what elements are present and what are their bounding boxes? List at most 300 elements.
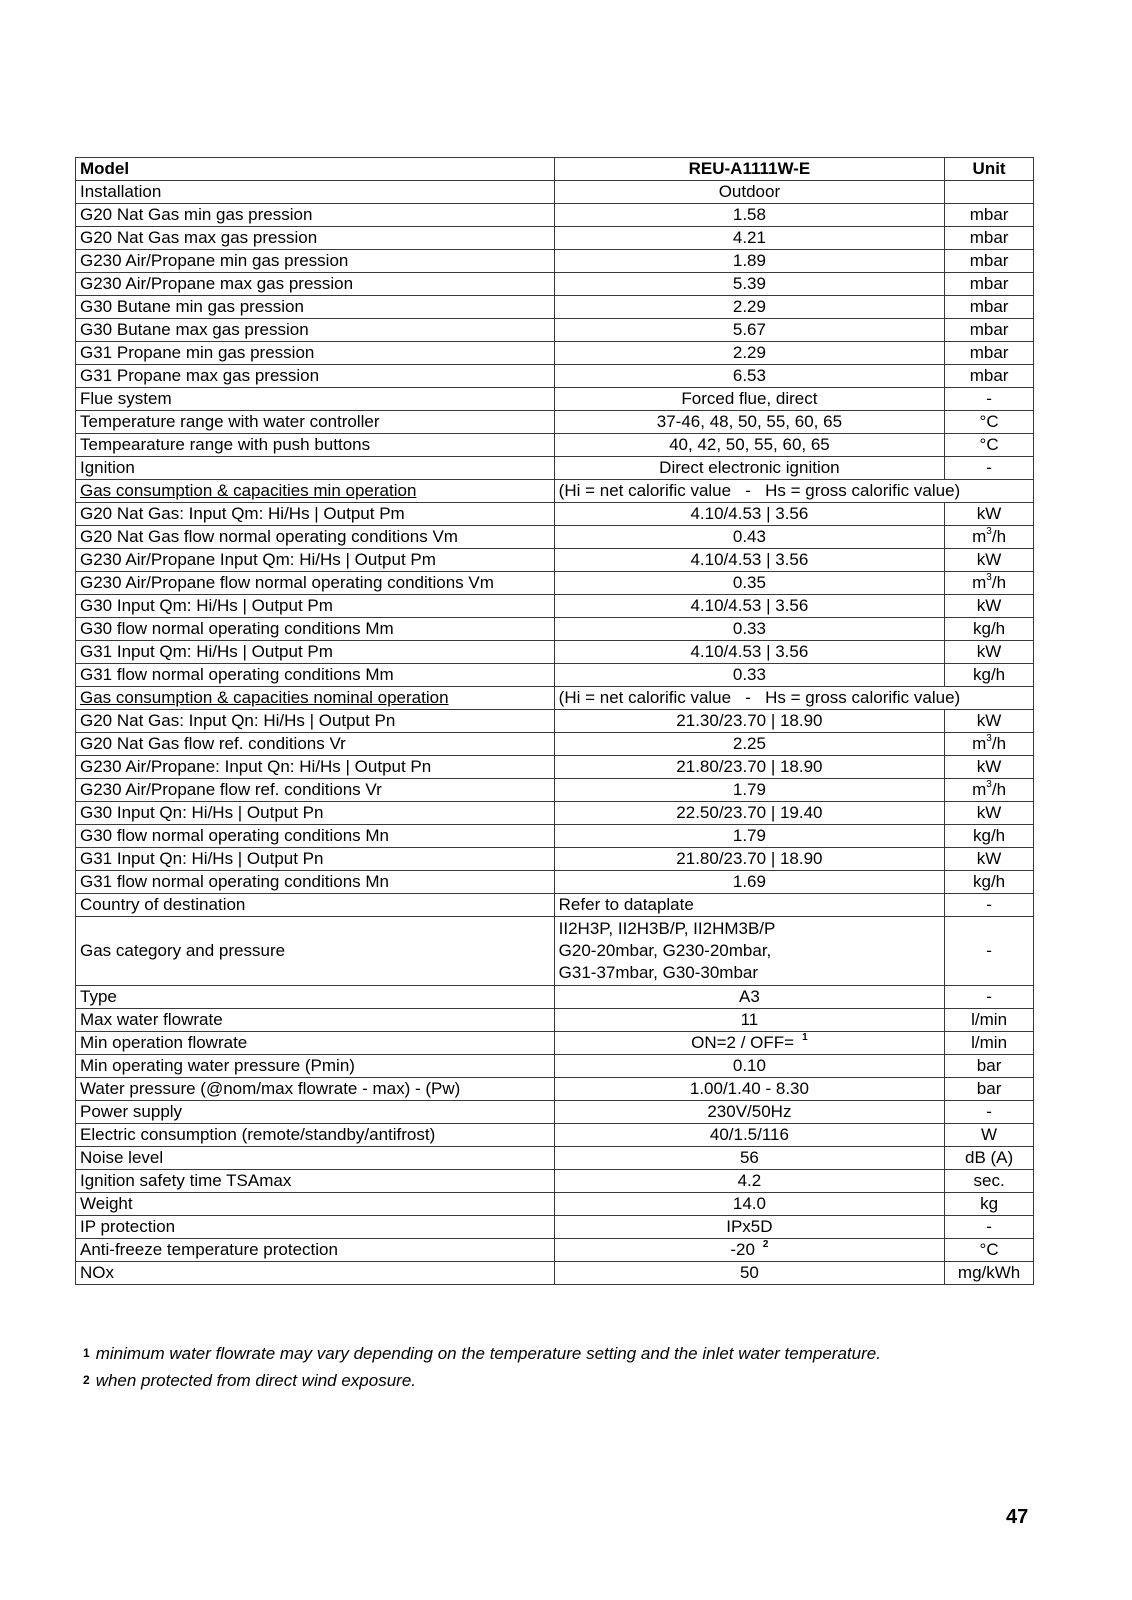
row-value — [554, 457, 945, 480]
table-row — [76, 434, 1034, 457]
table-row — [76, 664, 1034, 687]
row-value-text: Refer to dataplate — [558, 895, 694, 914]
row-value-text: 1.89 — [732, 251, 766, 270]
row-label — [76, 227, 555, 250]
row-label-text: Country of destination — [80, 895, 246, 914]
row-label — [76, 342, 555, 365]
row-value — [554, 894, 945, 917]
row-label — [76, 1009, 555, 1032]
table-row — [76, 710, 1034, 733]
row-value-text: 2.29 — [732, 297, 766, 316]
row-label-text: Flue system — [80, 389, 172, 408]
row-label-text: Installation — [80, 182, 162, 201]
row-label — [76, 1262, 555, 1285]
row-value — [554, 618, 945, 641]
row-label-text: G30 flow normal operating conditions Mn — [80, 826, 389, 845]
row-value — [554, 1009, 945, 1032]
row-value — [554, 572, 945, 595]
table-row — [76, 1101, 1034, 1124]
row-label — [76, 411, 555, 434]
row-value-text: 1.00/1.40 - 8.30 — [689, 1079, 809, 1098]
row-label — [76, 595, 555, 618]
table-row — [76, 1239, 1034, 1262]
table-row — [76, 1055, 1034, 1078]
row-value-text: 21.80/23.70 | 18.90 — [676, 757, 823, 776]
row-unit: bar — [945, 1055, 1034, 1078]
row-label-text: G20 Nat Gas: Input Qm: Hi/Hs | Output Pm — [80, 504, 405, 523]
row-label — [76, 1216, 555, 1239]
row-label — [76, 480, 555, 503]
row-unit: l/min — [945, 1032, 1034, 1055]
row-unit: kW — [945, 549, 1034, 572]
section-row — [76, 480, 1034, 503]
row-value-text: 40/1.5/116 — [709, 1125, 789, 1144]
row-label — [76, 894, 555, 917]
row-label — [76, 618, 555, 641]
row-unit: - — [945, 917, 1034, 986]
row-value-text: 0.43 — [732, 527, 766, 546]
row-unit — [945, 572, 1034, 595]
row-label — [76, 802, 555, 825]
table-row — [76, 411, 1034, 434]
row-label-text: Noise level — [80, 1148, 164, 1167]
row-value — [554, 503, 945, 526]
unit-exponent: 3 — [986, 779, 992, 790]
row-value-text: Direct electronic ignition — [659, 458, 840, 477]
row-label-text: G31 flow normal operating conditions Mm — [80, 665, 394, 684]
table-row — [76, 917, 1034, 986]
row-label — [76, 825, 555, 848]
calorific-note: (Hi = net calorific value - Hs = gross calorific value) — [554, 687, 1033, 710]
row-label-text: G20 Nat Gas min gas pression — [80, 205, 313, 224]
row-value-text: 1.79 — [732, 826, 766, 845]
row-label — [76, 457, 555, 480]
row-value — [554, 917, 945, 986]
row-unit: mbar — [945, 227, 1034, 250]
row-label-text: G31 flow normal operating conditions Mn — [80, 872, 389, 891]
row-unit: - — [945, 457, 1034, 480]
table-row — [76, 641, 1034, 664]
row-label-text: G30 Input Qn: Hi/Hs | Output Pn — [80, 803, 324, 822]
row-value — [554, 1032, 945, 1055]
row-label — [76, 434, 555, 457]
row-label-text: G230 Air/Propane Input Qm: Hi/Hs | Output Pm — [80, 550, 436, 569]
row-unit: °C — [945, 434, 1034, 457]
row-unit: W — [945, 1124, 1034, 1147]
table-row — [76, 181, 1034, 204]
row-label — [76, 687, 555, 710]
row-value — [554, 365, 945, 388]
row-value — [554, 250, 945, 273]
row-value — [554, 1124, 945, 1147]
table-row — [76, 503, 1034, 526]
footnote-1 — [83, 1340, 881, 1367]
row-label — [76, 1239, 555, 1262]
table-row — [76, 549, 1034, 572]
table-row — [76, 871, 1034, 894]
row-unit: - — [945, 894, 1034, 917]
row-value-text: 1.58 — [732, 205, 766, 224]
row-label-text: G230 Air/Propane flow ref. conditions Vr — [80, 780, 382, 799]
row-value-text: 5.39 — [732, 274, 766, 293]
row-label — [76, 296, 555, 319]
table-row — [76, 595, 1034, 618]
page-number: 47 — [1006, 1506, 1029, 1528]
row-value-text: -20 — [730, 1240, 755, 1259]
row-label-text: Power supply — [80, 1102, 183, 1121]
row-value-text: 2.25 — [732, 734, 766, 753]
row-value-line: G31-37mbar, G30-30mbar — [558, 963, 759, 982]
row-unit: - — [945, 1216, 1034, 1239]
row-value — [554, 1101, 945, 1124]
row-value — [554, 1055, 945, 1078]
row-label-text: Gas consumption & capacities min operation — [80, 481, 417, 500]
row-value — [554, 181, 945, 204]
unit-base: m — [972, 780, 987, 799]
row-value — [554, 1216, 945, 1239]
row-label — [76, 1193, 555, 1216]
row-unit: kW — [945, 641, 1034, 664]
row-label-text: Min operating water pressure (Pmin) — [80, 1056, 355, 1075]
unit-suffix: /h — [991, 780, 1007, 799]
row-label-text: IP protection — [80, 1217, 176, 1236]
row-label — [76, 1101, 555, 1124]
row-label — [76, 917, 555, 986]
row-value — [554, 1193, 945, 1216]
table-row — [76, 1262, 1034, 1285]
row-value-text: 21.30/23.70 | 18.90 — [676, 711, 823, 730]
row-value-text: ON=2 / OFF= — [691, 1033, 795, 1052]
row-label — [76, 871, 555, 894]
row-unit: kW — [945, 595, 1034, 618]
row-label — [76, 710, 555, 733]
row-unit: mbar — [945, 319, 1034, 342]
row-unit: kg/h — [945, 825, 1034, 848]
row-label — [76, 779, 555, 802]
row-value-text: Outdoor — [718, 182, 781, 201]
row-value — [554, 1262, 945, 1285]
table-row — [76, 273, 1034, 296]
row-value — [554, 802, 945, 825]
row-value-text: 1.69 — [732, 872, 766, 891]
row-label-text: G31 Input Qm: Hi/Hs | Output Pm — [80, 642, 333, 661]
row-value-text: 4.2 — [737, 1171, 762, 1190]
row-value — [554, 388, 945, 411]
row-unit — [945, 181, 1034, 204]
row-unit — [945, 733, 1034, 756]
row-value-text: 4.10/4.53 | 3.56 — [690, 642, 809, 661]
row-label-text: Water pressure (@nom/max flowrate - max) - (Pw) — [80, 1079, 461, 1098]
table-row — [76, 756, 1034, 779]
row-label-text: Tempearature range with push buttons — [80, 435, 371, 454]
row-label-text: G20 Nat Gas flow ref. conditions Vr — [80, 734, 346, 753]
table-row — [76, 1216, 1034, 1239]
row-label — [76, 848, 555, 871]
row-label — [76, 1147, 555, 1170]
row-value — [554, 710, 945, 733]
row-value-line: G20-20mbar, G230-20mbar, — [558, 941, 772, 960]
row-label-text: NOx — [80, 1263, 114, 1282]
unit-base: m — [972, 527, 987, 546]
row-label-text: G230 Air/Propane: Input Qn: Hi/Hs | Output Pn — [80, 757, 432, 776]
row-unit: kg/h — [945, 618, 1034, 641]
row-label — [76, 273, 555, 296]
row-label-text: G31 Propane min gas pression — [80, 343, 315, 362]
row-value-text: 4.10/4.53 | 3.56 — [690, 596, 809, 615]
footnote-text: minimum water flowrate may vary depending on the temperature setting and the inlet water temperature. — [95, 1344, 881, 1363]
row-label — [76, 572, 555, 595]
row-label-text: Ignition — [80, 458, 135, 477]
table-row — [76, 1078, 1034, 1101]
unit-exponent: 3 — [986, 572, 992, 583]
row-value — [554, 434, 945, 457]
table-row — [76, 618, 1034, 641]
row-value-text: 14.0 — [732, 1194, 766, 1213]
table-header-row — [76, 158, 1034, 181]
calorific-note: (Hi = net calorific value - Hs = gross calorific value) — [554, 480, 1033, 503]
row-label-text: G31 Input Qn: Hi/Hs | Output Pn — [80, 849, 324, 868]
row-label-text: Weight — [80, 1194, 133, 1213]
row-value-text: 2.29 — [732, 343, 766, 362]
specifications-table — [75, 157, 1034, 1285]
row-value — [554, 1078, 945, 1101]
row-label — [76, 1055, 555, 1078]
row-value-text: 22.50/23.70 | 19.40 — [676, 803, 823, 822]
header-unit-label: Unit — [945, 158, 1034, 181]
footnote-mark: 2 — [83, 1373, 90, 1387]
row-label — [76, 388, 555, 411]
row-value — [554, 1170, 945, 1193]
row-unit: mbar — [945, 204, 1034, 227]
row-unit: mg/kWh — [945, 1262, 1034, 1285]
unit-base: m — [972, 573, 987, 592]
row-label-text: Electric consumption (remote/standby/antifrost) — [80, 1125, 436, 1144]
unit-base: m — [972, 734, 987, 753]
row-label — [76, 641, 555, 664]
table-row — [76, 342, 1034, 365]
row-unit: mbar — [945, 273, 1034, 296]
unit-suffix: /h — [991, 527, 1007, 546]
row-value — [554, 733, 945, 756]
row-value — [554, 342, 945, 365]
row-value-text: 50 — [739, 1263, 759, 1282]
row-value-text: 230V/50Hz — [707, 1102, 792, 1121]
row-unit: sec. — [945, 1170, 1034, 1193]
row-unit: dB (A) — [945, 1147, 1034, 1170]
row-value — [554, 549, 945, 572]
row-label-text: G31 Propane max gas pression — [80, 366, 320, 385]
row-value-text: IPx5D — [726, 1217, 773, 1236]
row-unit: - — [945, 986, 1034, 1009]
row-unit — [945, 526, 1034, 549]
footnote-text: when protected from direct wind exposure. — [95, 1371, 417, 1390]
row-label — [76, 1078, 555, 1101]
table-row — [76, 572, 1034, 595]
row-unit: mbar — [945, 296, 1034, 319]
row-label — [76, 986, 555, 1009]
row-value-text: 21.80/23.70 | 18.90 — [676, 849, 823, 868]
section-row — [76, 687, 1034, 710]
table-row — [76, 388, 1034, 411]
row-label — [76, 319, 555, 342]
row-unit: - — [945, 1101, 1034, 1124]
row-value — [554, 986, 945, 1009]
row-label-text: G230 Air/Propane max gas pression — [80, 274, 354, 293]
row-value — [554, 319, 945, 342]
row-value-text: Forced flue, direct — [681, 389, 818, 408]
table-row — [76, 296, 1034, 319]
unit-exponent: 3 — [986, 526, 992, 537]
row-unit: kW — [945, 503, 1034, 526]
table-row — [76, 802, 1034, 825]
row-unit: kW — [945, 802, 1034, 825]
table-row — [76, 319, 1034, 342]
row-unit: kg — [945, 1193, 1034, 1216]
row-value-text: 0.10 — [732, 1056, 766, 1075]
row-label-text: G30 Butane max gas pression — [80, 320, 309, 339]
row-unit: l/min — [945, 1009, 1034, 1032]
header-model-value: REU-A1111W-E — [554, 158, 945, 181]
table-row — [76, 825, 1034, 848]
row-value — [554, 595, 945, 618]
row-label-text: Gas category and pressure — [80, 941, 286, 960]
row-unit: mbar — [945, 342, 1034, 365]
row-value — [554, 296, 945, 319]
row-label-text: Ignition safety time TSAmax — [80, 1171, 292, 1190]
row-value-text: 1.79 — [732, 780, 766, 799]
row-label-text: G20 Nat Gas flow normal operating conditions Vm — [80, 527, 458, 546]
row-unit: °C — [945, 1239, 1034, 1262]
table-row — [76, 227, 1034, 250]
unit-suffix: /h — [991, 573, 1007, 592]
row-label-text: Gas consumption & capacities nominal operation — [80, 688, 449, 707]
header-model-label: Model — [76, 158, 555, 181]
row-value — [554, 664, 945, 687]
row-value — [554, 871, 945, 894]
row-unit: kW — [945, 710, 1034, 733]
row-value — [554, 756, 945, 779]
row-value — [554, 641, 945, 664]
row-value — [554, 526, 945, 549]
row-label — [76, 1032, 555, 1055]
table-row — [76, 1124, 1034, 1147]
row-value — [554, 204, 945, 227]
footnote-mark: 1 — [83, 1346, 90, 1360]
row-value-text: 4.10/4.53 | 3.56 — [690, 550, 809, 569]
row-unit: bar — [945, 1078, 1034, 1101]
row-label — [76, 503, 555, 526]
row-label-text: Anti-freeze temperature protection — [80, 1240, 338, 1259]
row-label — [76, 181, 555, 204]
row-value — [554, 411, 945, 434]
row-unit: kg/h — [945, 664, 1034, 687]
table-row — [76, 1032, 1034, 1055]
table-row — [76, 779, 1034, 802]
row-label-text: G230 Air/Propane flow normal operating conditions Vm — [80, 573, 494, 592]
row-value-text: 0.33 — [732, 619, 766, 638]
row-label-text: G30 Butane min gas pression — [80, 297, 304, 316]
row-label-text: Max water flowrate — [80, 1010, 223, 1029]
row-label-text: Min operation flowrate — [80, 1033, 248, 1052]
row-unit: kg/h — [945, 871, 1034, 894]
footnote-reference: 2 — [762, 1239, 769, 1250]
row-label — [76, 756, 555, 779]
table-row — [76, 204, 1034, 227]
row-label — [76, 365, 555, 388]
table-row — [76, 986, 1034, 1009]
row-unit: kW — [945, 756, 1034, 779]
row-value — [554, 273, 945, 296]
row-label — [76, 250, 555, 273]
row-label — [76, 549, 555, 572]
row-value-text: 40, 42, 50, 55, 60, 65 — [669, 435, 830, 454]
row-label-text: G230 Air/Propane min gas pression — [80, 251, 349, 270]
row-label-text: G30 flow normal operating conditions Mm — [80, 619, 394, 638]
row-label-text: Temperature range with water controller — [80, 412, 380, 431]
table-row — [76, 1147, 1034, 1170]
row-value — [554, 825, 945, 848]
row-label — [76, 664, 555, 687]
row-label-text: Type — [80, 987, 117, 1006]
table-row — [76, 848, 1034, 871]
row-unit — [945, 779, 1034, 802]
row-value — [554, 848, 945, 871]
footnote-reference: 1 — [802, 1032, 808, 1043]
row-value-text: 0.35 — [732, 573, 766, 592]
row-value-text: 37-46, 48, 50, 55, 60, 65 — [656, 412, 843, 431]
row-value — [554, 1147, 945, 1170]
table-row — [76, 894, 1034, 917]
row-value-line: II2H3P, II2H3B/P, II2HM3B/P — [558, 919, 776, 938]
row-value — [554, 1239, 945, 1262]
row-value-text: A3 — [739, 987, 760, 1006]
row-value — [554, 779, 945, 802]
row-value-text: 4.21 — [732, 228, 766, 247]
row-label — [76, 526, 555, 549]
row-value-text: 0.33 — [732, 665, 766, 684]
row-value-text: 5.67 — [732, 320, 766, 339]
unit-suffix: /h — [991, 734, 1007, 753]
row-unit: mbar — [945, 365, 1034, 388]
unit-exponent: 3 — [986, 733, 992, 744]
row-unit: °C — [945, 411, 1034, 434]
footnotes — [83, 1340, 881, 1394]
table-row — [76, 733, 1034, 756]
row-value — [554, 227, 945, 250]
row-value-text: 4.10/4.53 | 3.56 — [690, 504, 809, 523]
row-value-text: 11 — [740, 1010, 759, 1029]
row-value-text: 56 — [739, 1148, 759, 1167]
table-row — [76, 1170, 1034, 1193]
table-row — [76, 1009, 1034, 1032]
table-row — [76, 365, 1034, 388]
row-unit: - — [945, 388, 1034, 411]
row-value-text: 6.53 — [732, 366, 766, 385]
row-label — [76, 1124, 555, 1147]
table-row — [76, 526, 1034, 549]
row-label-text: G20 Nat Gas max gas pression — [80, 228, 318, 247]
table-row — [76, 250, 1034, 273]
row-label — [76, 1170, 555, 1193]
footnote-2 — [83, 1367, 881, 1394]
row-label — [76, 204, 555, 227]
row-unit: kW — [945, 848, 1034, 871]
row-label-text: G30 Input Qm: Hi/Hs | Output Pm — [80, 596, 333, 615]
table-row — [76, 457, 1034, 480]
row-label — [76, 733, 555, 756]
row-unit: mbar — [945, 250, 1034, 273]
table-row — [76, 1193, 1034, 1216]
